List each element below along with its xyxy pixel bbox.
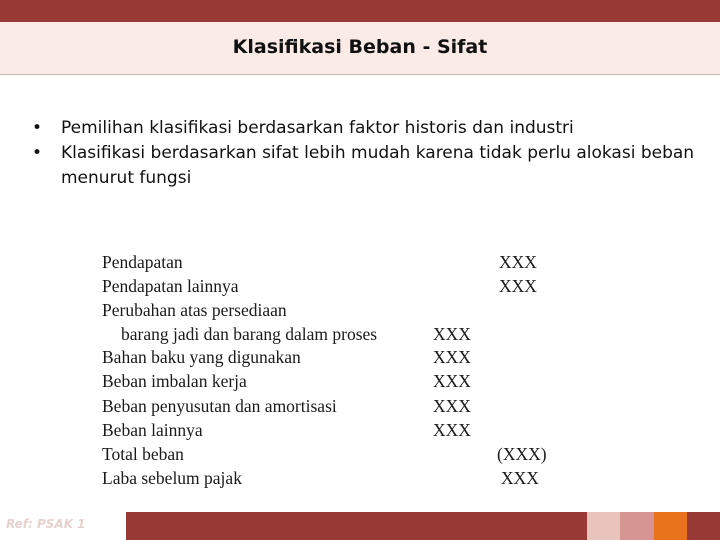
reference-box <box>0 510 126 540</box>
statement-value: XXX <box>501 468 539 488</box>
statement-label: barang jadi dan barang dalam proses <box>121 324 378 344</box>
statement-value: (XXX) <box>497 444 547 464</box>
statement-label: Pendapatan lainnya <box>102 276 239 296</box>
statement-row <box>0 396 720 420</box>
statement-label: Beban imbalan kerja <box>102 371 247 391</box>
statement-row <box>0 252 720 276</box>
statement-row <box>0 324 720 348</box>
statement-value: XXX <box>433 324 471 344</box>
footer-accent-square <box>687 512 720 540</box>
statement-row <box>0 444 720 468</box>
bullet-item: • Pemilihan klasifikasi berdasarkan faktor historis dan industri <box>32 116 702 141</box>
statement-value: XXX <box>433 347 471 367</box>
statement-value: XXX <box>433 420 471 440</box>
bullet-item: • Klasifikasi berdasarkan sifat lebih mudah karena tidak perlu alokasi beban menurut fungsi <box>32 141 702 191</box>
statement-label: Pendapatan <box>102 252 183 272</box>
statement-value: XXX <box>499 252 537 272</box>
statement-row <box>0 468 720 492</box>
statement-row <box>0 300 720 324</box>
statement-label: Total beban <box>102 444 184 464</box>
reference-label: Ref: PSAK 1 <box>6 517 86 531</box>
statement-label: Laba sebelum pajak <box>102 468 242 488</box>
footer-accent-square <box>620 512 654 540</box>
statement-label: Bahan baku yang digunakan <box>102 347 301 367</box>
footer-accent-square <box>654 512 687 540</box>
statement-row <box>0 420 720 444</box>
statement-row <box>0 276 720 300</box>
statement-label: Beban lainnya <box>102 420 203 440</box>
statement-label: Perubahan atas persediaan <box>102 300 287 320</box>
statement-value: XXX <box>433 371 471 391</box>
statement-value: XXX <box>433 396 471 416</box>
statement-value: XXX <box>499 276 537 296</box>
statement-label: Beban penyusutan dan amortisasi <box>102 396 337 416</box>
statement-row <box>0 371 720 395</box>
statement-row <box>0 347 720 371</box>
slide-title: Klasifikasi Beban - Sifat <box>232 36 488 58</box>
footer-accent-square <box>587 512 620 540</box>
